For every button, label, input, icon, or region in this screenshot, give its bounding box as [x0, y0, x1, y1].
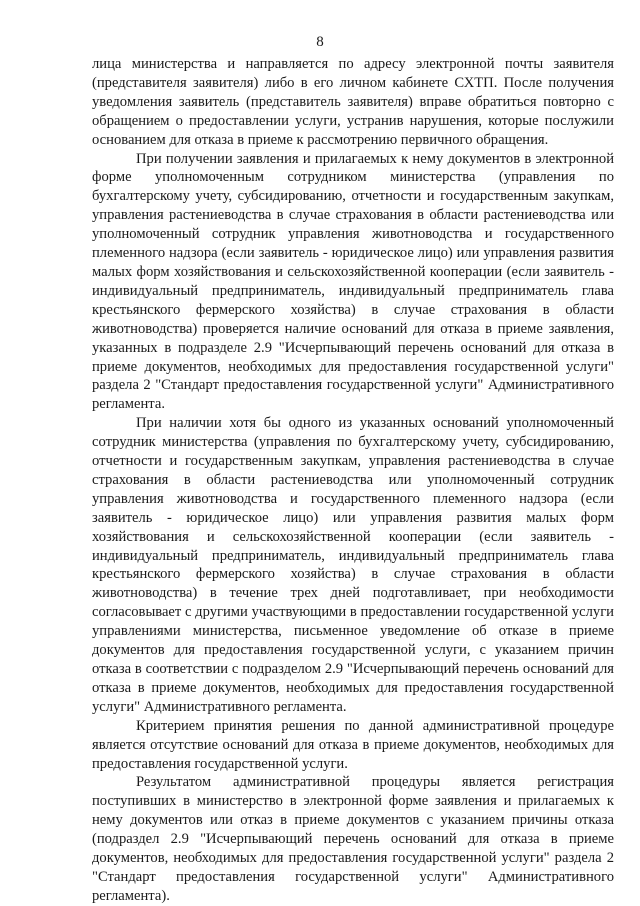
page-number: 8: [316, 34, 324, 50]
paragraph-electronic-check: При получении заявления и прилагаемых к нему документов в электронной форме уполномоченным сотрудником министерства (управления по бухгалтерскому учету, субсидированию, отчетности и государственным закупкам, управления растениеводства в случае страхования в области растениеводства или уполномоченный сотрудник управления животноводства и государственного племенного надзора (если заявитель - юридическое лицо) или управления развития малых форм хозяйствования и сельскохозяйственной кооперации (если заявитель - индивидуальный предприниматель, индивидуальный предприниматель глава крестьянского фермерского хозяйства) в случае страхования в области животноводства) проверяется наличие оснований для отказа в приеме заявления, указанных в подразделе 2.9 "Исчерпывающий перечень оснований для отказа в приеме документов, необходимых для предоставления государственной услуги" раздела 2 "Стандарт предоставления государственной услуги" Административного регламента.: [92, 150, 614, 413]
paragraph-procedure-result: Результатом административной процедуры является регистрация поступивших в министерство в электронной форме заявления и прилагаемых к нему документов или отказ в приеме документов с указанием причины отказа (подраздел 2.9 "Исчерпывающий перечень оснований для отказа в приеме документов, необходимых для предоставления государственной услуги" раздела 2 "Стандарт предоставления государственной услуги" Административного регламента).: [92, 774, 614, 904]
paragraph-decision-criterion: Критерием принятия решения по данной административной процедуре является отсутствие оснований для отказа в приеме документов, необходимых для предоставления государственной услуги.: [92, 717, 614, 772]
paragraph-refusal-notice: При наличии хотя бы одного из указанных оснований уполномоченный сотрудник министерства (управления по бухгалтерскому учету, субсидированию, отчетности и государственным закупкам, управления растениеводства в случае страхования в области растениеводства или уполномоченный сотрудник управления животноводства и государственного племенного надзора (если заявитель - юридическое лицо) или управления развития малых форм хозяйствования и сельскохозяйственной кооперации (если заявитель - индивидуальный предприниматель, индивидуальный предприниматель глава крестьянского фермерского хозяйства) в случае страхования в области животноводства) в течение трех дней подготавливает, при необходимости согласовывает с другими участвующими в предоставлении государственной услуги управлениями министерства, письменное уведомление об отказе в приеме документов для предоставления государственной услуги, с указанием причин отказа в соответствии с подразделом 2.9 "Исчерпывающий перечень оснований для отказа в приеме документов, необходимых для предоставления государственной услуги" Административного регламента.: [92, 415, 614, 715]
paragraph-continuation: лица министерства и направляется по адресу электронной почты заявителя (представителя заявителя) либо в его личном кабинете СХТП. После получения уведомления заявитель (представитель заявителя) вправе обратиться повторно с обращением о предоставлении услуги, устранив нарушения, которые послужили основанием для отказа в приеме к рассмотрению первичного обращения.: [92, 56, 614, 148]
document-body: [92, 55, 614, 906]
